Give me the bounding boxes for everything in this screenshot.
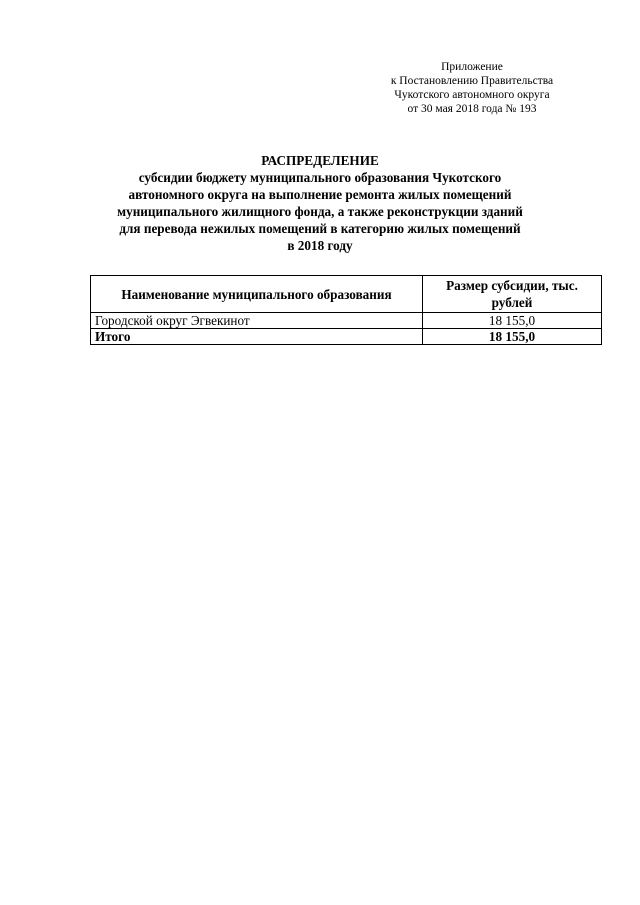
total-amount: 18 155,0	[423, 329, 602, 345]
title-line: для перевода нежилых помещений в категорию жилых помещений	[119, 221, 521, 236]
title-line: муниципального жилищного фонда, а также реконструкции зданий	[117, 204, 523, 219]
appendix-region: Чукотского автономного округа	[394, 89, 550, 101]
table-row	[91, 313, 602, 329]
appendix-block	[360, 60, 584, 116]
subsidy-amount: 18 155,0	[423, 313, 602, 329]
subsidy-table	[90, 275, 602, 345]
municipality-name: Городской округ Эгвекинот	[91, 313, 423, 329]
table-header-row	[91, 276, 602, 313]
title-line: субсидии бюджету муниципального образования Чукотского	[138, 170, 502, 185]
total-label: Итого	[91, 329, 423, 345]
total-row	[91, 329, 602, 345]
appendix-date-number: от 30 мая 2018 года № 193	[407, 103, 537, 115]
title-heading: РАСПРЕДЕЛЕНИЕ	[261, 153, 379, 168]
document-title	[60, 152, 580, 254]
title-line: автономного округа на выполнение ремонта жилых помещений	[128, 187, 512, 202]
header-municipality: Наименование муниципального образования	[91, 276, 423, 313]
header-subsidy-amount: Размер субсидии, тыс. рублей	[423, 276, 602, 313]
appendix-label: Приложение	[441, 61, 503, 73]
title-line: в 2018 году	[287, 238, 353, 253]
appendix-resolution-ref: к Постановлению Правительства	[390, 75, 554, 87]
